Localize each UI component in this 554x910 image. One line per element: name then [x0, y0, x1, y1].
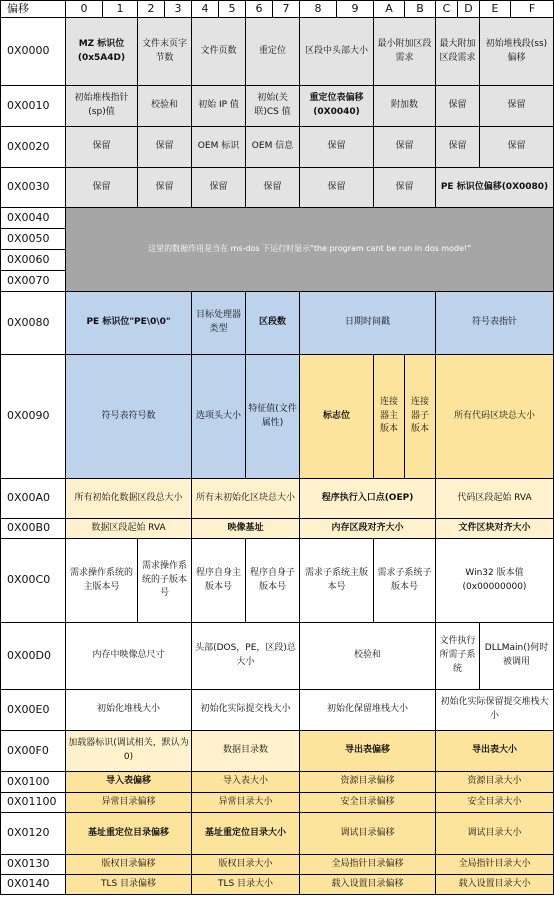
offset-cell: 0X0050: [1, 229, 66, 250]
offset-cell: 0X0130: [1, 855, 66, 875]
table-row: [1, 18, 554, 86]
col-header: 5: [219, 1, 246, 18]
table-row: [1, 690, 554, 731]
field-cell: 载入设置目录偏移: [300, 875, 436, 895]
field-cell: 保留: [66, 127, 138, 168]
field-cell: 需求子系统主版本号: [300, 539, 374, 623]
field-cell: 需求操作系统的子版本号: [138, 539, 192, 623]
field-cell: 加载器标识(调试相关，默认为 0): [66, 731, 192, 772]
offset-cell: 0X0030: [1, 168, 66, 208]
field-cell: 程序执行入口点(OEP): [300, 479, 436, 519]
offset-cell: 0X0000: [1, 18, 66, 86]
field-cell: 导出表大小: [436, 731, 554, 772]
table-row: [1, 623, 554, 690]
col-header: D: [458, 1, 480, 18]
field-cell: 初始堆栈段(ss)偏移: [480, 18, 554, 86]
field-cell: 最大附加区段需求: [436, 18, 480, 86]
offset-cell: 0X0020: [1, 127, 66, 168]
offset-cell: 0X0140: [1, 875, 66, 895]
offset-cell: 0X0010: [1, 86, 66, 127]
table-row: [1, 355, 554, 479]
table-row: [1, 208, 554, 229]
col-header: 9: [337, 1, 374, 18]
field-cell: 程序自身主版本号: [192, 539, 246, 623]
col-header: B: [405, 1, 436, 18]
field-cell: 全局指针目录偏移: [300, 855, 436, 875]
field-cell: 映像基址: [192, 519, 300, 539]
field-cell: 校验和: [300, 623, 436, 690]
field-cell: 导入表大小: [192, 772, 300, 793]
offset-cell: 0X00D0: [1, 623, 66, 690]
field-cell: 载入设置目录大小: [436, 875, 554, 895]
field-cell: 区段数: [246, 292, 300, 355]
col-header: F: [511, 1, 554, 18]
field-cell: 全局指针目录大小: [436, 855, 554, 875]
field-cell: 数据区段起始 RVA: [66, 519, 192, 539]
field-cell: 资源目录偏移: [300, 772, 436, 793]
offset-cell: 0X00C0: [1, 539, 66, 623]
field-cell: 最小附加区段需求: [374, 18, 436, 86]
field-cell: 需求子系统子版本号: [374, 539, 436, 623]
field-cell: TLS 目录大小: [192, 875, 300, 895]
field-cell: 初始化堆栈大小: [66, 690, 192, 731]
table-row: [1, 793, 554, 813]
field-cell: 版权目录偏移: [66, 855, 192, 875]
offset-cell: 0X01100: [1, 793, 66, 813]
table-row: [1, 539, 554, 623]
col-header: A: [374, 1, 405, 18]
field-cell: 导入表偏移: [66, 772, 192, 793]
field-cell: 日期时间戳: [300, 292, 436, 355]
field-cell: PE 标识位"PE\0\0": [66, 292, 192, 355]
field-cell: 文件区块对齐大小: [436, 519, 554, 539]
field-cell: 异常目录大小: [192, 793, 300, 813]
field-cell: 保留: [436, 127, 480, 168]
field-cell: 附加数: [374, 86, 436, 127]
field-cell: 需求操作系统的主版本号: [66, 539, 138, 623]
table-row: [1, 772, 554, 793]
col-header: 2: [138, 1, 165, 18]
field-cell: OEM 信息: [246, 127, 300, 168]
field-cell: 数据目录数: [192, 731, 300, 772]
field-cell: 校验和: [138, 86, 192, 127]
table-row: [1, 519, 554, 539]
offset-cell: 0X00B0: [1, 519, 66, 539]
field-cell: 重定位: [246, 18, 300, 86]
field-cell: 区段中头部大小: [300, 18, 374, 86]
field-cell: 初始化实际保留提交堆栈大小: [436, 690, 554, 731]
field-cell: 文件执行所需子系统: [436, 623, 480, 690]
col-header: E: [480, 1, 511, 18]
field-cell: 安全目录大小: [436, 793, 554, 813]
field-cell: 目标处理器类型: [192, 292, 246, 355]
offset-cell: 0X00A0: [1, 479, 66, 519]
field-cell: 调试目录大小: [436, 813, 554, 855]
field-cell: 安全目录偏移: [300, 793, 436, 813]
col-header: 1: [103, 1, 138, 18]
field-cell: DLLMain()何时被调用: [480, 623, 554, 690]
field-cell: 内存区段对齐大小: [300, 519, 436, 539]
offset-cell: 0X00F0: [1, 731, 66, 772]
field-cell: 保留: [374, 168, 436, 208]
field-cell: 保留: [480, 86, 554, 127]
field-cell: 代码区段起始 RVA: [436, 479, 554, 519]
field-cell: 头部(DOS，PE，区段)总大小: [192, 623, 300, 690]
offset-cell: 0X0040: [1, 208, 66, 229]
field-cell: TLS 目录偏移: [66, 875, 192, 895]
field-cell: 文件页数: [192, 18, 246, 86]
table-row: [1, 168, 554, 208]
field-cell: 保留: [300, 168, 374, 208]
field-cell: 基址重定位目录大小: [192, 813, 300, 855]
col-header: 3: [165, 1, 192, 18]
offset-cell: 0X00E0: [1, 690, 66, 731]
offset-cell: 0X0080: [1, 292, 66, 355]
field-cell: 基址重定位目录偏移: [66, 813, 192, 855]
offset-cell: 0X0090: [1, 355, 66, 479]
field-cell: 特征值(文件属性): [246, 355, 300, 479]
field-cell: 保留: [374, 127, 436, 168]
field-cell: OEM 标识: [192, 127, 246, 168]
field-cell: 初始(关联)CS 值: [246, 86, 300, 127]
col-header: 8: [300, 1, 337, 18]
offset-cell: 0X0120: [1, 813, 66, 855]
offset-cell: 0X0060: [1, 250, 66, 271]
offset-cell: 0X0070: [1, 271, 66, 292]
field-cell: 保留: [246, 168, 300, 208]
dos-stub-cell: 这里的数据作用是当在 ms-dos 下运行时显示"the program cant be run in dos mode!": [66, 208, 554, 292]
field-cell: 标志位: [300, 355, 374, 479]
field-cell: 内存中映像总尺寸: [66, 623, 192, 690]
field-cell: 资源目录大小: [436, 772, 554, 793]
table-row: [1, 86, 554, 127]
field-cell: 异常目录偏移: [66, 793, 192, 813]
field-cell: 版权目录大小: [192, 855, 300, 875]
field-cell: 保留: [192, 168, 246, 208]
offset-header: 偏移: [1, 1, 66, 18]
field-cell: 连接器主版本: [374, 355, 405, 479]
field-cell: 符号表符号数: [66, 355, 192, 479]
field-cell: 保留: [138, 127, 192, 168]
field-cell: Win32 版本值(0x00000000): [436, 539, 554, 623]
col-header: C: [436, 1, 458, 18]
field-cell: 所有代码区块总大小: [436, 355, 554, 479]
header-row: [1, 1, 554, 18]
field-cell: 重定位表偏移(0X0040): [300, 86, 374, 127]
table-row: [1, 292, 554, 355]
field-cell: 初始 IP 值: [192, 86, 246, 127]
table-row: [1, 127, 554, 168]
field-cell: 保留: [480, 127, 554, 168]
field-cell: 保留: [138, 168, 192, 208]
field-cell: 初始化实际提交栈大小: [192, 690, 300, 731]
field-cell: 导出表偏移: [300, 731, 436, 772]
field-cell: 保留: [66, 168, 138, 208]
field-cell: 保留: [436, 86, 480, 127]
col-header: 0: [66, 1, 103, 18]
field-cell: 符号表指针: [436, 292, 554, 355]
field-cell: 所有未初始化区块总大小: [192, 479, 300, 519]
col-header: 7: [273, 1, 300, 18]
field-cell: 程序自身子版本号: [246, 539, 300, 623]
table-row: [1, 813, 554, 855]
field-cell: 保留: [300, 127, 374, 168]
offset-cell: 0X0100: [1, 772, 66, 793]
field-cell: PE 标识位偏移(0X0080): [436, 168, 554, 208]
field-cell: 文件末页字节数: [138, 18, 192, 86]
table-row: [1, 479, 554, 519]
col-header: 4: [192, 1, 219, 18]
field-cell: 初始化保留堆栈大小: [300, 690, 436, 731]
col-header: 6: [246, 1, 273, 18]
field-cell: 调试目录偏移: [300, 813, 436, 855]
field-cell: 所有初始化数据区段总大小: [66, 479, 192, 519]
table-row: [1, 875, 554, 895]
table-row: [1, 731, 554, 772]
field-cell: MZ 标识位(0x5A4D): [66, 18, 138, 86]
table-row: [1, 855, 554, 875]
field-cell: 选项头大小: [192, 355, 246, 479]
field-cell: 初始堆栈指针(sp)值: [66, 86, 138, 127]
field-cell: 连接器子版本: [405, 355, 436, 479]
